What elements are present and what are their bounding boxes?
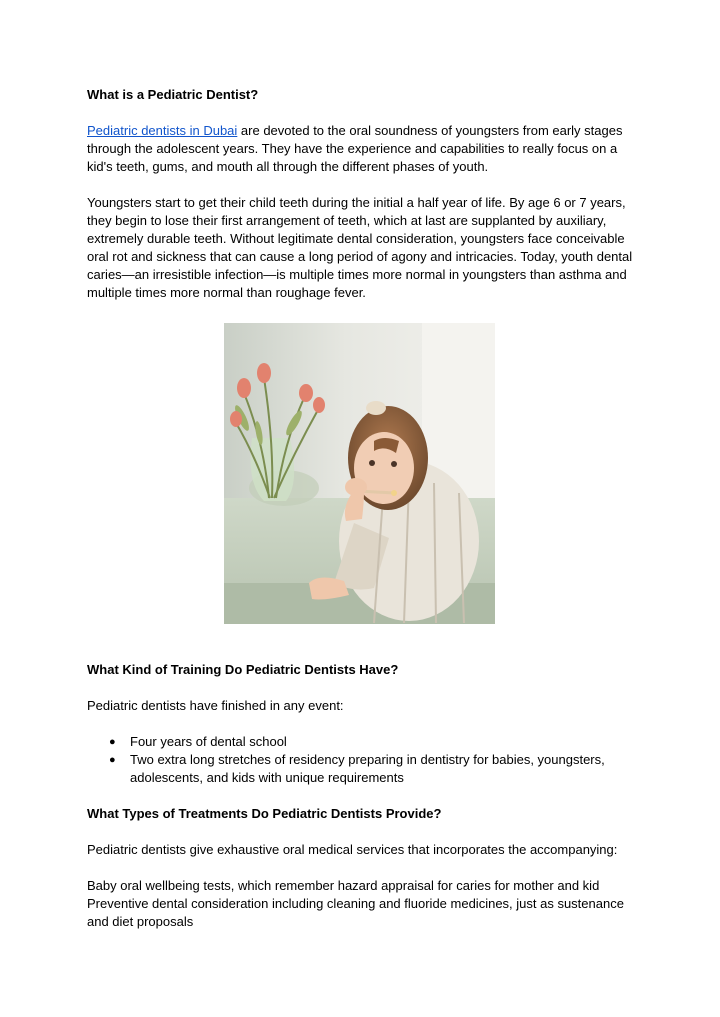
- bullet-icon: ●: [109, 736, 116, 748]
- list-item-text: Four years of dental school: [130, 734, 287, 749]
- list-item-text: Two extra long stretches of residency preparing in dentistry for babies, youngsters, adolescents, and kids with unique requirements: [130, 752, 605, 785]
- training-list: [87, 733, 637, 787]
- heading-what-is-pediatric-dentist: What is a Pediatric Dentist?: [87, 87, 259, 102]
- bullet-icon: ●: [109, 754, 116, 766]
- list-item: [87, 733, 637, 751]
- treatment-line: Preventive dental consideration including cleaning and fluoride medicines, just as sustenance and diet proposals: [87, 896, 624, 929]
- heading-training: What Kind of Training Do Pediatric Dentists Have?: [87, 662, 399, 677]
- treatments-intro: Pediatric dentists give exhaustive oral medical services that incorporates the accompanying:: [87, 842, 618, 857]
- treatment-line: Baby oral wellbeing tests, which remember hazard appraisal for caries for mother and kid: [87, 878, 600, 893]
- heading-treatments: What Types of Treatments Do Pediatric Dentists Provide?: [87, 806, 442, 821]
- intro-paragraph: [87, 122, 637, 176]
- document-page: [87, 86, 637, 931]
- child-teeth-paragraph: Youngsters start to get their child teeth during the initial a half year of life. By age 6 or 7 years, they begin to lose their first arrangement of teeth, which at last are supplanted by auxiliary, extremely durable teeth. Without legitimate dental consideration, youngsters face conceivable oral rot and sickness that can cause a long period of agony and intricacies. Today, youth dental caries—an irresistible infection—is multiple times more normal in youngsters than asthma and multiple times more normal than roughage fever.: [87, 195, 633, 300]
- intro-paragraph-text: are devoted to the oral soundness of youngsters from early stages through the adolescent years. They have the experience and capabilities to really focus on a kid's teeth, gums, and mouth all through the different phases of youth.: [87, 123, 623, 174]
- list-item: [87, 751, 637, 787]
- pediatric-dentists-dubai-link[interactable]: Pediatric dentists in Dubai: [87, 123, 238, 138]
- training-intro: Pediatric dentists have finished in any event:: [87, 698, 344, 713]
- child-brushing-teeth-photo: [224, 323, 495, 624]
